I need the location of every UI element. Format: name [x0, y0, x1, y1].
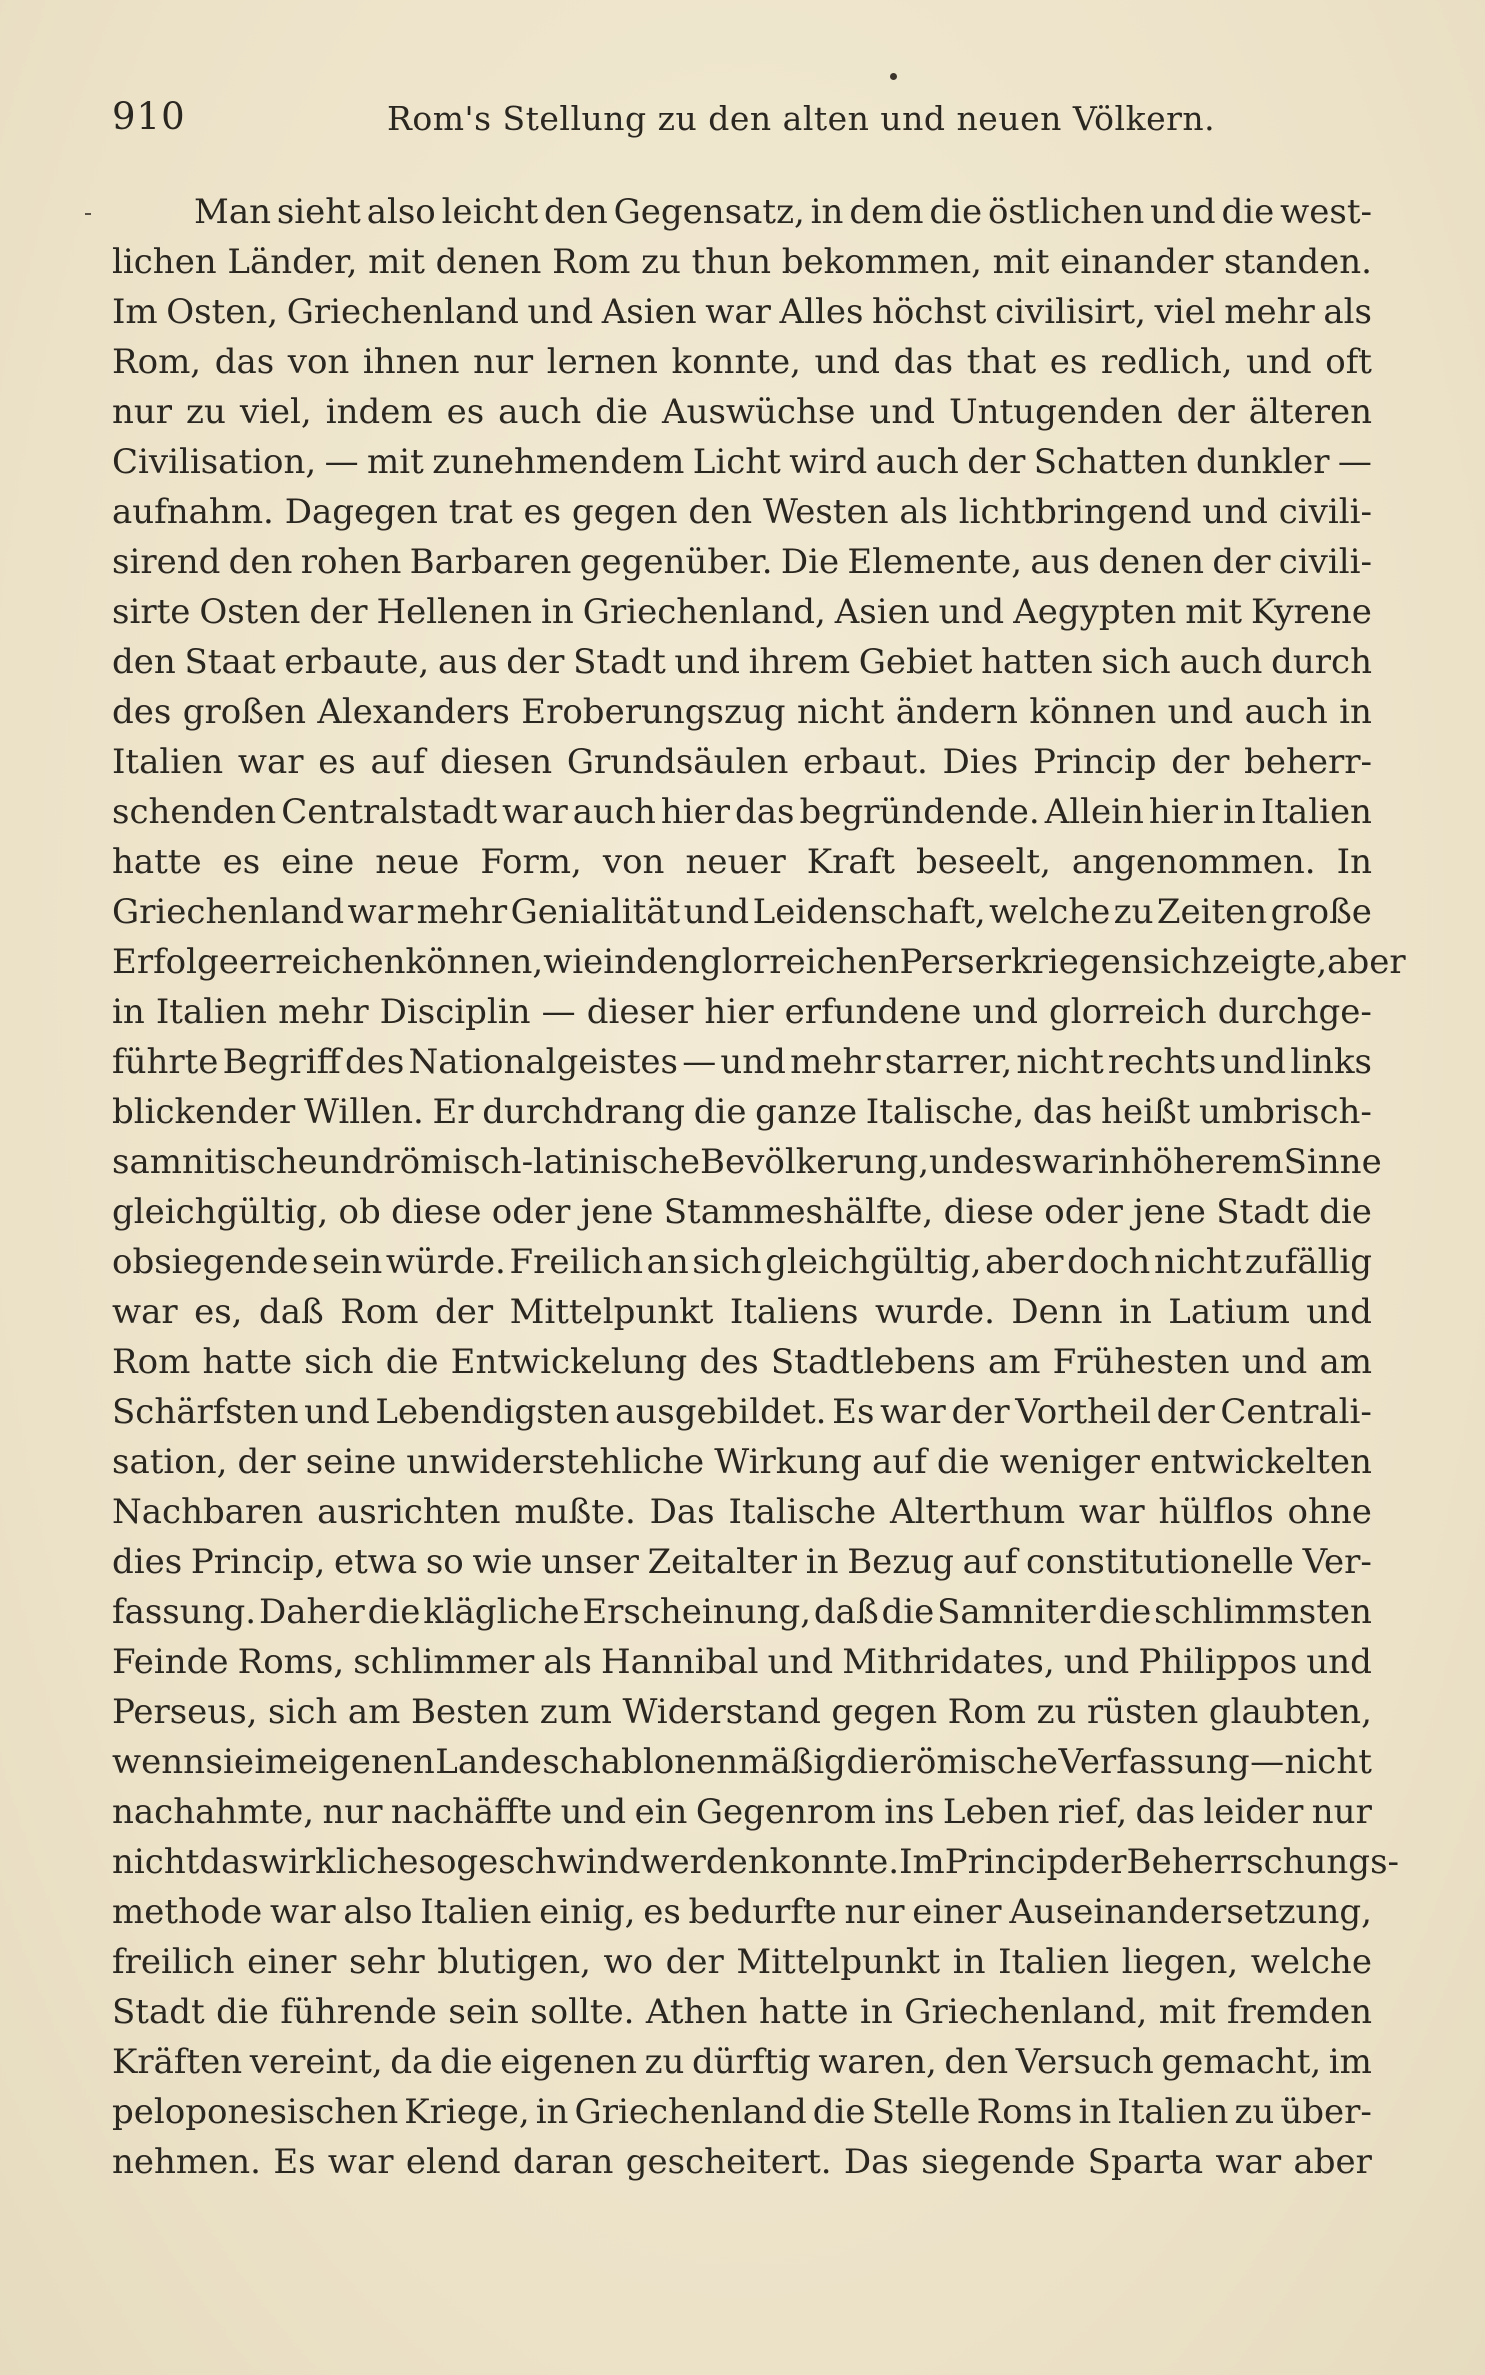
text-line: des großen Alexanders Eroberungszug nicht ändern können und auch in	[112, 692, 1372, 732]
body-text	[112, 187, 1406, 2187]
page-number: 910	[112, 95, 186, 138]
text-line: Perseus, sich am Besten zum Widerstand gegen Rom zu rüsten glaubten,	[112, 1692, 1372, 1732]
text-line: wenn sie im eigenen Lande schablonenmäßig die römische Verfassung — nicht	[112, 1742, 1372, 1782]
text-line: samnitische und römisch-latinische Bevölkerung, und es war in höherem Sinne	[112, 1142, 1382, 1182]
text-line: blickender Willen. Er durchdrang die ganze Italische, das heißt umbrisch-	[112, 1092, 1372, 1132]
text-line: Erfolge erreichen können, wie in den glorreichen Perserkriegen sich zeigte, aber	[112, 942, 1406, 982]
text-line: schenden Centralstadt war auch hier das begründende. Allein hier in Italien	[112, 792, 1372, 832]
text-line: sirend den rohen Barbaren gegenüber. Die Elemente, aus denen der civili-	[112, 542, 1372, 582]
text-line: peloponesischen Kriege, in Griechenland die Stelle Roms in Italien zu über-	[112, 2092, 1372, 2132]
text-line: aufnahm. Dagegen trat es gegen den Westen als lichtbringend und civili-	[112, 492, 1372, 532]
text-line: nehmen. Es war elend daran gescheitert. Das siegende Sparta war aber	[112, 2142, 1372, 2182]
text-line: freilich einer sehr blutigen, wo der Mittelpunkt in Italien liegen, welche	[112, 1942, 1372, 1982]
text-line: dies Princip, etwa so wie unser Zeitalter in Bezug auf constitutionelle Ver-	[112, 1542, 1372, 1582]
text-line: obsiegende sein würde. Freilich an sich gleichgültig, aber doch nicht zufällig	[112, 1242, 1372, 1282]
text-line: nachahmte, nur nachäffte und ein Gegenrom ins Leben rief, das leider nur	[112, 1792, 1372, 1832]
text-line: Nachbaren ausrichten mußte. Das Italische Alterthum war hülflos ohne	[112, 1492, 1372, 1532]
page-header	[112, 95, 1372, 145]
text-line: Schärfsten und Lebendigsten ausgebildet. Es war der Vortheil der Centrali-	[112, 1392, 1372, 1432]
text-line: Civilisation, — mit zunehmendem Licht wird auch der Schatten dunkler —	[112, 442, 1372, 482]
margin-mark	[85, 213, 91, 215]
text-line: hatte es eine neue Form, von neuer Kraft beseelt, angenommen. In	[112, 842, 1372, 882]
text-line: fassung. Daher die klägliche Erscheinung, daß die Samniter die schlimmsten	[112, 1592, 1372, 1632]
text-line: sirte Osten der Hellenen in Griechenland, Asien und Aegypten mit Kyrene	[112, 592, 1372, 632]
text-line: den Staat erbaute, aus der Stadt und ihrem Gebiet hatten sich auch durch	[112, 642, 1372, 682]
text-line: lichen Länder, mit denen Rom zu thun bekommen, mit einander standen.	[112, 242, 1372, 282]
text-line: Kräften vereint, da die eigenen zu dürftig waren, den Versuch gemacht, im	[112, 2042, 1372, 2082]
text-line: Im Osten, Griechenland und Asien war Alles höchst civilisirt, viel mehr als	[112, 292, 1372, 332]
text-line: sation, der seine unwiderstehliche Wirkung auf die weniger entwickelten	[112, 1442, 1372, 1482]
text-line: war es, daß Rom der Mittelpunkt Italiens wurde. Denn in Latium und	[112, 1292, 1372, 1332]
text-line: führte Begriff des Nationalgeistes — und mehr starrer, nicht rechts und links	[112, 1042, 1372, 1082]
text-line: Stadt die führende sein sollte. Athen hatte in Griechenland, mit fremden	[112, 1992, 1372, 2032]
text-line: Feinde Roms, schlimmer als Hannibal und Mithridates, und Philippos und	[112, 1642, 1372, 1682]
text-line: Italien war es auf diesen Grundsäulen erbaut. Dies Princip der beherr-	[112, 742, 1372, 782]
text-line: Rom hatte sich die Entwickelung des Stadtlebens am Frühesten und am	[112, 1342, 1372, 1382]
text-line: nur zu viel, indem es auch die Auswüchse und Untugenden der älteren	[112, 392, 1372, 432]
text-line: Man sieht also leicht den Gegensatz, in dem die östlichen und die west-	[194, 192, 1372, 232]
text-line: nicht das wirkliche so geschwind werden konnte. Im Princip der Beherrschungs-	[112, 1842, 1399, 1882]
running-title: Rom's Stellung zu den alten und neuen Völkern.	[387, 99, 1216, 138]
text-line: Rom, das von ihnen nur lernen konnte, und das that es redlich, und oft	[112, 342, 1372, 382]
text-line: Griechenland war mehr Genialität und Leidenschaft, welche zu Zeiten große	[112, 892, 1372, 932]
print-speck	[890, 73, 897, 80]
text-line: in Italien mehr Disciplin — dieser hier erfundene und glorreich durchge-	[112, 992, 1372, 1032]
text-line: methode war also Italien einig, es bedurfte nur einer Auseinandersetzung,	[112, 1892, 1372, 1932]
text-line: gleichgültig, ob diese oder jene Stammeshälfte, diese oder jene Stadt die	[112, 1192, 1372, 1232]
